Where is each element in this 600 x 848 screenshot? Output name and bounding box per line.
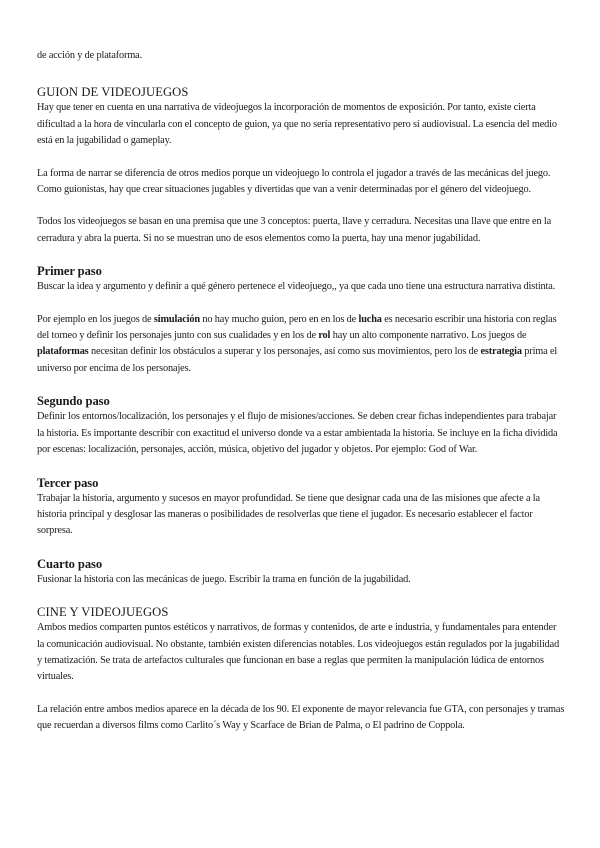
intro-line: de acción y de plataforma. (37, 50, 143, 61)
cine-paragraph-1: Ambos medios comparten puntos estéticos y narrativos, de formas y contenidos, de arte e industria, y fundamentales para entender la comunicación audiovisual. No obstante, también existen diferencias notables. Los videojuegos están regulados por la jugabilidad y tematización. Se trata de artefactos culturales que funcionan en base a reglas que permiten la manipulación lúdica de entornos virtuales. (37, 622, 560, 683)
primer-paso-paragraph-1: Buscar la idea y argumento y definir a qué género pertenece el videojuego,, ya que cada uno tiene una estructura narrativa distinta. (37, 281, 556, 293)
genre-estrategia: estrategia (480, 346, 522, 358)
genre-rol: rol (318, 330, 331, 342)
heading-cuarto-paso: Cuarto paso (37, 556, 103, 571)
cuarto-paso-paragraph: Fusionar la historia con las mecánicas de juego. Escribir la trama en función de la jugabilidad. (37, 573, 411, 585)
genre-plataformas: plataformas (37, 346, 89, 358)
genre-lucha: lucha (358, 313, 382, 325)
guion-paragraph-2: La forma de narrar se diferencia de otros medios porque un videojuego lo controla el jugador a través de las mecánicas del juego. Como guionistas, hay que crear situaciones jugables y divertidas que van a venir determinadas por el género del videojuego. (37, 167, 551, 196)
heading-guion: GUION DE VIDEOJUEGOS (37, 85, 189, 100)
document-body (37, 48, 565, 735)
guion-paragraph-1: Hay que tener en cuenta en una narrativa de videojuegos la incorporación de momentos de exposición. Por tanto, existe cierta dificultad a la hora de vincularla con el concepto de guion, ya que no sería representativo pero sí audiovisual. La esencia del medio está en la jugabilidad o gameplay. (37, 102, 557, 147)
heading-primer-paso: Primer paso (37, 264, 102, 279)
heading-segundo-paso: Segundo paso (37, 394, 110, 409)
guion-paragraph-3: Todos los videojuegos se basan en una premisa que une 3 conceptos: puerta, llave y cerradura. Necesitas una llave que entre en la cerradura y abra la puerta. Si no se muestran uno de esos elementos como la puerta, hay una menor jugabilidad. (37, 216, 552, 244)
genre-simulacion: simulación (153, 313, 200, 325)
heading-cine: CINE Y VIDEOJUEGOS (37, 605, 169, 620)
segundo-paso-paragraph: Definir los entornos/localización, los personajes y el flujo de misiones/acciones. Se deben crear fichas independientes para trabajar la historia. Es importante describir con exactitud el universo donde va a estar ambientada la historia. Se incluye en la ficha dividida por escenas: localización, personajes, acción, música, objetivo del jugador y objetos. Por ejemplo: God of War. (37, 411, 558, 456)
heading-tercer-paso: Tercer paso (37, 475, 99, 490)
tercer-paso-paragraph: Trabajar la historia, argumento y sucesos en mayor profundidad. Se tiene que designar cada una de las misiones que afecte a la historia principal y desglosar las maneras o posibilidades de resolverlas que tiene el jugador. Es necesario establecer el factor sorpresa. (37, 492, 540, 537)
primer-paso-paragraph-2: Por ejemplo en los juegos de simulación no hay mucho guion, pero en en los de lucha es necesario escribir una historia con reglas del torneo y definir los personajes junto con sus cualidades y en los de rol hay un alto componente narrativo. Los juegos de plataformas necesitan definir los obstáculos a superar y los personajes, así como sus movimientos, pero los de estrategia prima el universo por encima de los personajes. (37, 313, 558, 374)
cine-paragraph-2: La relación entre ambos medios aparece en la década de los 90. El exponente de mayor relevancia fue GTA, con personajes y tramas que recuerdan a diversos films como Carlito´s Way y Scarface de Brian de Palma, o El padrino de Coppola. (37, 703, 565, 732)
